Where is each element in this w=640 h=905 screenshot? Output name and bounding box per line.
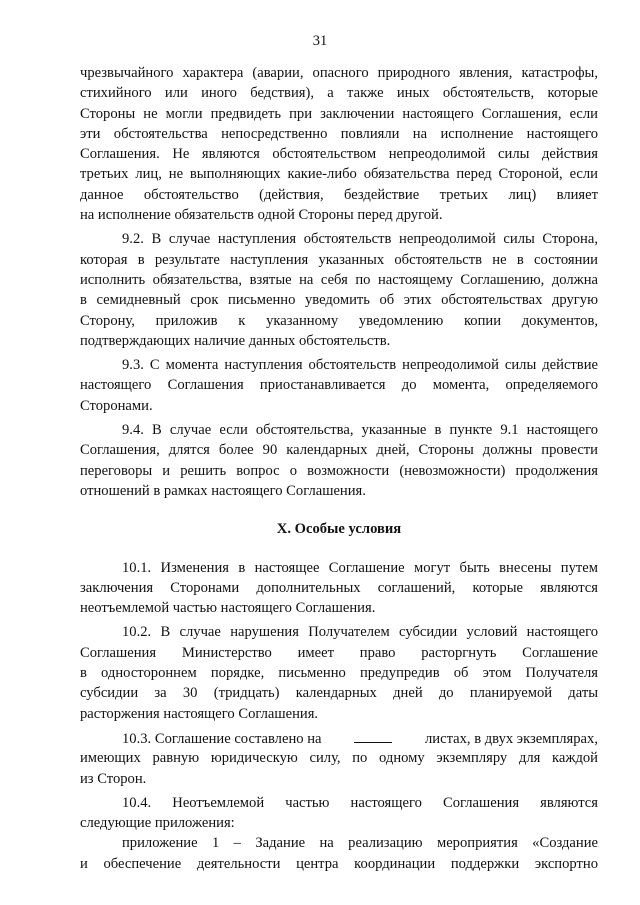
text-line: и обеспечение деятельности центра координации поддержки экспортно [80,855,598,872]
text-line: третьих лиц, не выполняющих какие-либо обязательства перед Стороной, если [80,166,598,183]
text-line: 10.2. В случае нарушения Получателем субсидии условий настоящего [122,624,598,641]
document-body [80,63,598,874]
text-line: Стороны не могли предвидеть при заключении настоящего Соглашения, если [80,105,598,122]
text-line: эти обстоятельства непосредственно повлияли на исполнение настоящего [80,125,598,142]
text-line: Сторону, приложив к указанному уведомлению копии документов, [80,312,598,329]
text-line: данное обстоятельство (действия, бездействие третьих лиц) влияет [80,186,598,203]
text-line: Соглашения Министерство имеет право расторгнуть Соглашение [80,644,598,661]
paragraph-10-2 [80,622,598,723]
page-number: 31 [312,33,328,49]
paragraph-9-2 [80,229,598,351]
paragraph-9-3 [80,355,598,416]
text-line: Сторонами. [80,397,153,414]
text-line [80,728,598,748]
paragraph-10-3 [80,728,598,789]
text-line: настоящего Соглашения приостанавливается до момента, определяемого [80,377,598,394]
text-line: Соглашения. Не являются обстоятельством непреодолимой силы действия [80,146,598,163]
text-line: стихийного или иного бедствия), а также иных обстоятельств, которые [80,85,598,102]
text-line: чрезвычайного характера (аварии, опасного природного явления, катастрофы, [80,65,598,81]
blank-field [354,728,392,743]
text-line: 9.2. В случае наступления обстоятельств непреодолимой силы Сторона, [122,231,598,248]
paragraph-10-1 [80,558,598,619]
text-line: в семидневный срок письменно уведомить об этих обстоятельствах другую [80,292,598,309]
text-fragment: листах, в двух экземплярах, [425,730,598,747]
text-line: переговоры и решить вопрос о возможности (невозможности) продолжения [80,462,598,479]
text-line: следующие приложения: [80,815,235,832]
text-line: имеющих равную юридическую силу, по одному экземпляру для каждой [80,750,598,767]
text-line: подтверждающих наличие данных обстоятельств. [80,332,391,349]
text-line: Соглашения, длятся более 90 календарных дней, Стороны должны провести [80,442,598,459]
text-line: 10.1. Изменения в настоящее Соглашение могут быть внесены путем [122,559,598,576]
paragraph-9-4 [80,420,598,501]
paragraph-10-4 [80,793,598,834]
text-line: которая в результате наступления указанных обстоятельств не в состоянии [80,251,598,268]
section-heading: X. Особые условия [276,521,402,538]
text-line: из Сторон. [80,770,147,787]
text-line: субсидии за 30 (тридцать) календарных дней до планируемой даты [80,685,598,702]
paragraph-appendix [80,833,598,874]
text-line: в одностороннем порядке, письменно предупредив об этом Получателя [80,665,598,682]
text-line: 9.4. В случае если обстоятельства, указанные в пункте 9.1 настоящего [122,422,598,439]
paragraph-force-majeure-continued [80,63,598,225]
text-line: 10.4. Неотъемлемой частью настоящего Соглашения являются [122,794,598,811]
text-line: заключения Сторонами дополнительных соглашений, которые являются [80,579,598,596]
text-line: на исполнение обязательств одной Стороны перед другой. [80,207,443,224]
text-line: 9.3. С момента наступления обстоятельств непреодолимой силы действие [122,357,598,374]
text-fragment: 10.3. Соглашение составлено на [122,730,322,747]
text-line: отношений в рамках настоящего Соглашения. [80,482,366,499]
text-line: расторжения настоящего Соглашения. [80,705,319,722]
text-line: исполнить обязательства, взятые на себя по настоящему Соглашению, должна [80,271,598,288]
text-line: приложение 1 – Задание на реализацию мероприятия «Создание [122,835,598,852]
text-line: неотъемлемой частью настоящего Соглашения. [80,600,376,617]
